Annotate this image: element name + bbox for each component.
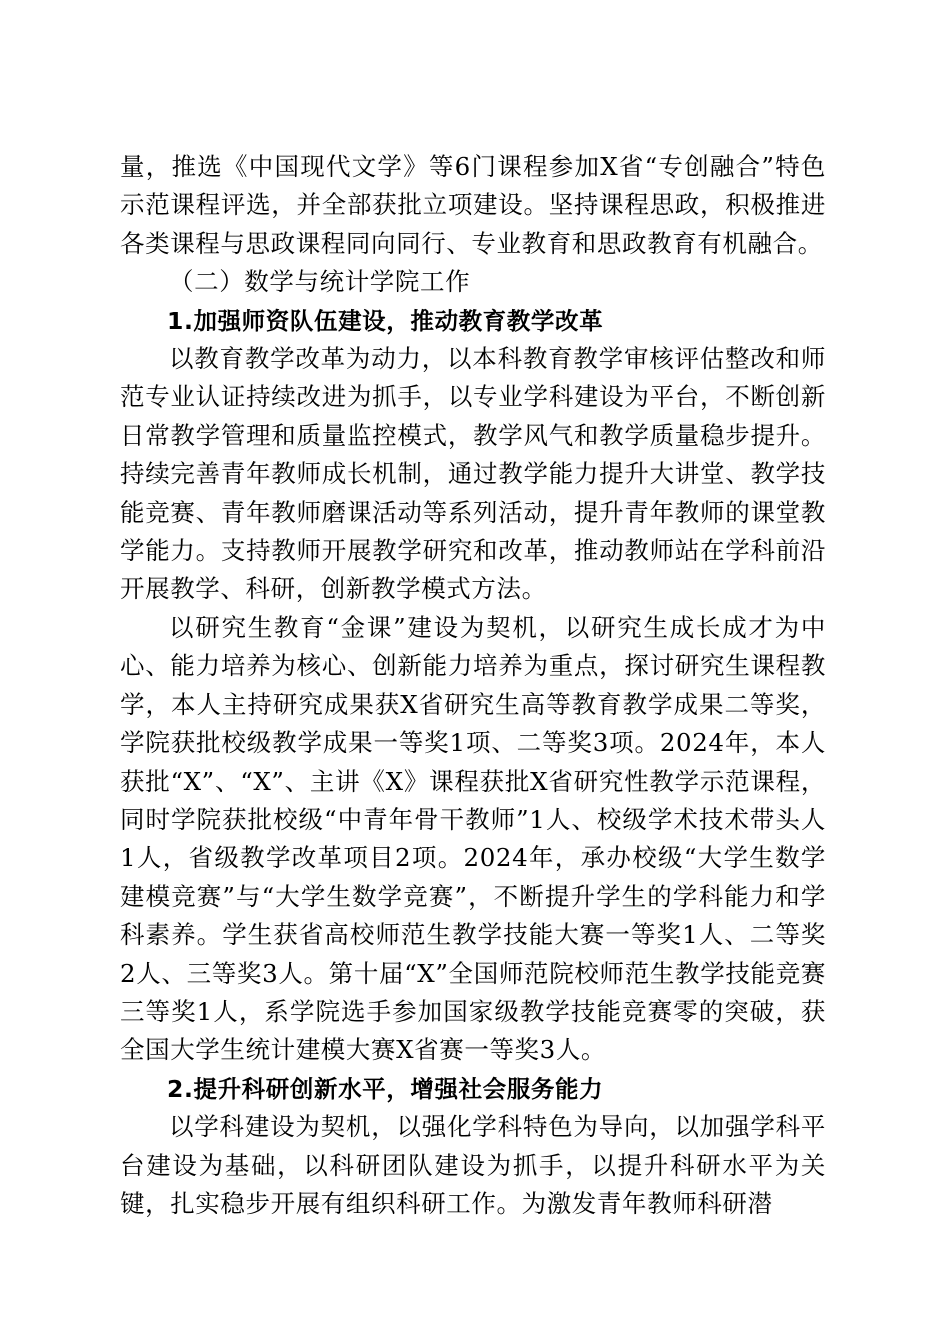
section-heading-2: 2.提升科研创新水平，增强社会服务能力	[167, 1074, 604, 1103]
paragraph-teaching-reform: 以教育教学改革为动力，以本科教育教学审核评估整改和师范专业认证持续改进为抓手，以专业学科建设为平台，不断创新日常教学管理和质量监控模式，教学风气和教学质量稳步提升。持续完善青年教师成长机制，通过教学能力提升大讲堂、教学技能竞赛、青年教师磨课活动等系列活动，提升青年教师的课堂教学能力。支持教师开展教学研究和改革，推动教师站在学科前沿开展教学、科研，创新教学模式方法。	[120, 344, 826, 604]
paragraph-graduate-education: 以研究生教育“金课”建设为契机，以研究生成长成才为中心、能力培养为核心、创新能力培养为重点，探讨研究生课程教学，本人主持研究成果获X省研究生高等教育教学成果二等奖，学院获批校级教学成果一等奖1项、二等奖3项。2024年，本人获批“X”、“X”、主讲《X》课程获批X省研究性教学示范课程，同时学院获批校级“中青年骨干教师”1人、校级学术技术带头人1人，省级教学改革项目2项。2024年，承办校级“大学生数学建模竞赛”与“大学生数学竞赛”，不断提升学生的学科能力和学科素养。学生获省高校师范生教学技能大赛一等奖1人、二等奖2人、三等奖3人。第十届“X”全国师范院校师范生教学技能竞赛三等奖1人，系学院选手参加国家级教学技能竞赛零的突破，获全国大学生统计建模大赛X省赛一等奖3人。	[120, 612, 826, 1065]
paragraph-continued: 量，推选《中国现代文学》等6门课程参加X省“专创融合”特色示范课程评选，并全部获批立项建设。坚持课程思政，积极推进各类课程与思政课程同向同行、专业教育和思政教育有机融合。	[120, 152, 826, 258]
document-body	[120, 148, 826, 1223]
paragraph-research: 以学科建设为契机，以强化学科特色为导向，以加强学科平台建设为基础，以科研团队建设为抓手，以提升科研水平为关键，扎实稳步开展有组织科研工作。为激发青年教师科研潜	[120, 1112, 826, 1218]
section-heading-1: 1.加强师资队伍建设，推动教育教学改革	[167, 306, 604, 335]
section-subheading: （二）数学与统计学院工作	[169, 267, 471, 297]
